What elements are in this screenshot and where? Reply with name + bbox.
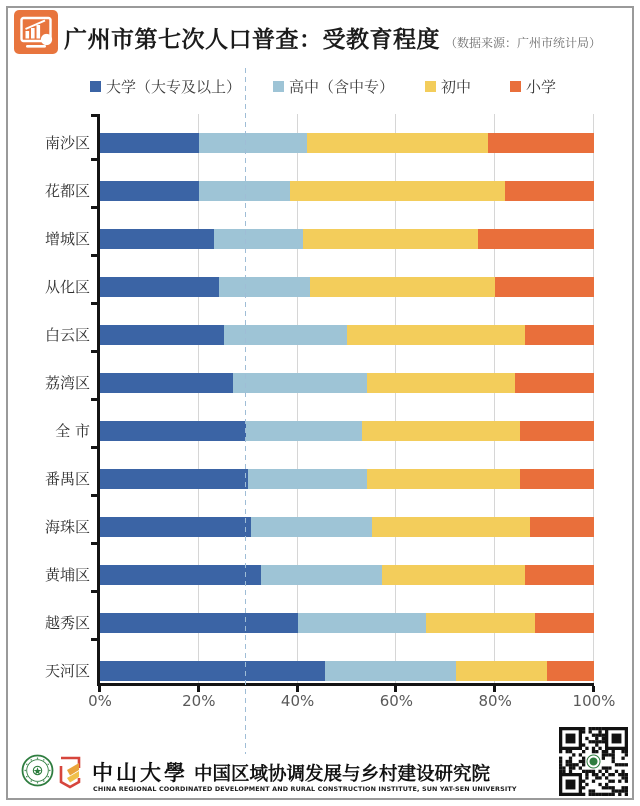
bar-segment [100, 421, 246, 441]
x-axis-label: 0% [88, 692, 112, 710]
legend-label: 小学 [526, 77, 557, 96]
page-frame [6, 6, 634, 800]
bar-segment [372, 517, 530, 537]
y-axis-tick [91, 398, 100, 401]
y-axis-tick [91, 494, 100, 497]
y-axis-tick [91, 350, 100, 353]
page-title: 广州市第七次人口普查：受教育程度 [64, 27, 440, 53]
bar-segment [100, 325, 224, 345]
bar-segment [246, 421, 362, 441]
y-axis-tick [91, 158, 100, 161]
category-label: 越秀区 [44, 614, 90, 632]
y-axis-tick [91, 590, 100, 593]
bar-row [100, 229, 594, 249]
bar-row [100, 565, 594, 585]
legend-item [90, 76, 241, 96]
bar-segment [298, 613, 426, 633]
bar-segment [199, 133, 308, 153]
category-label: 花都区 [44, 182, 90, 200]
data-source-note: （数据来源：广州市统计局） [445, 36, 602, 50]
x-axis-label: 20% [182, 692, 216, 710]
legend-label: 初中 [441, 77, 472, 96]
bar-segment [100, 229, 214, 249]
bar-segment [100, 373, 233, 393]
bar-segment [515, 373, 594, 393]
y-axis-tick [91, 302, 100, 305]
stacked-bar-chart [97, 114, 594, 686]
category-label: 番禺区 [44, 470, 90, 488]
legend-item [273, 76, 394, 96]
bar-row [100, 517, 594, 537]
institute-logo [59, 756, 86, 789]
bar-row [100, 277, 594, 297]
bar-segment [382, 565, 525, 585]
bar-row [100, 613, 594, 633]
y-axis-tick [91, 254, 100, 257]
bar-segment [100, 613, 298, 633]
bar-segment [310, 277, 495, 297]
legend-label: 大学（大专及以上） [106, 77, 242, 96]
bar-segment [290, 181, 505, 201]
y-axis-tick [91, 446, 100, 449]
bar-segment [520, 469, 594, 489]
bar-row [100, 325, 594, 345]
bar-row [100, 373, 594, 393]
bar-segment [224, 325, 348, 345]
bar-segment [547, 661, 594, 681]
x-axis-line [97, 683, 594, 686]
bar-segment [100, 133, 199, 153]
legend-swatch [90, 81, 101, 92]
bar-row [100, 421, 594, 441]
legend-swatch [510, 81, 521, 92]
institute-name: 中国区域协调发展与乡村建设研究院 [194, 764, 491, 785]
bar-segment [525, 325, 594, 345]
bar-segment [488, 133, 594, 153]
bar-segment [303, 229, 478, 249]
y-axis-tick [91, 206, 100, 209]
bar-segment [100, 661, 325, 681]
bar-segment [535, 613, 594, 633]
x-axis-label: 100% [572, 692, 616, 710]
category-label: 白云区 [44, 326, 90, 344]
bar-segment [100, 565, 261, 585]
category-label: 增城区 [44, 230, 90, 248]
bar-segment [530, 517, 594, 537]
bar-segment [426, 613, 535, 633]
legend-label: 高中（含中专） [289, 77, 395, 96]
bar-segment [248, 469, 367, 489]
category-label: 荔湾区 [44, 374, 90, 392]
legend-item [510, 76, 556, 96]
bar-segment [362, 421, 520, 441]
bar-segment [495, 277, 594, 297]
category-label: 从化区 [44, 278, 90, 296]
x-axis-label: 80% [478, 692, 512, 710]
bar-segment [325, 661, 456, 681]
bar-segment [347, 325, 525, 345]
legend-swatch [425, 81, 436, 92]
bar-segment [367, 469, 520, 489]
bar-segment [307, 133, 487, 153]
category-label: 天河区 [44, 662, 90, 680]
y-axis-tick [91, 638, 100, 641]
bar-segment [100, 277, 219, 297]
bar-row [100, 469, 594, 489]
bar-segment [367, 373, 515, 393]
bar-segment [233, 373, 366, 393]
y-axis-tick [91, 542, 100, 545]
bar-segment [100, 517, 251, 537]
legend-swatch [273, 81, 284, 92]
x-axis-label: 40% [280, 692, 315, 710]
sysu-seal-logo [21, 754, 54, 787]
reference-line-30pct [245, 68, 246, 754]
bar-segment [100, 469, 248, 489]
x-axis-label: 60% [379, 692, 414, 710]
bar-segment [261, 565, 382, 585]
bar-segment [100, 181, 199, 201]
category-label: 南沙区 [44, 134, 90, 152]
bar-segment [525, 565, 594, 585]
category-label: 全 市 [55, 422, 90, 440]
bar-segment [520, 421, 594, 441]
bar-chart-icon [14, 10, 58, 54]
bar-segment [456, 661, 547, 681]
bar-segment [505, 181, 594, 201]
bar-row [100, 133, 594, 153]
qr-code [559, 727, 628, 796]
bar-segment [219, 277, 310, 297]
institute-name-english: CHINA REGIONAL COORDINATED DEVELOPMENT AND RURAL CONSTRUCTION INSTITUTE, SUN YAT-SEN UNIVERSITY [93, 785, 517, 793]
bar-row [100, 181, 594, 201]
bar-segment [478, 229, 594, 249]
bar-segment [251, 517, 372, 537]
university-name: 中山大學 [92, 760, 188, 785]
bar-row [100, 661, 594, 681]
category-label: 海珠区 [44, 518, 90, 536]
bar-segment [214, 229, 303, 249]
y-axis-tick [91, 114, 100, 117]
category-label: 黄埔区 [44, 566, 90, 584]
legend-item [425, 76, 471, 96]
